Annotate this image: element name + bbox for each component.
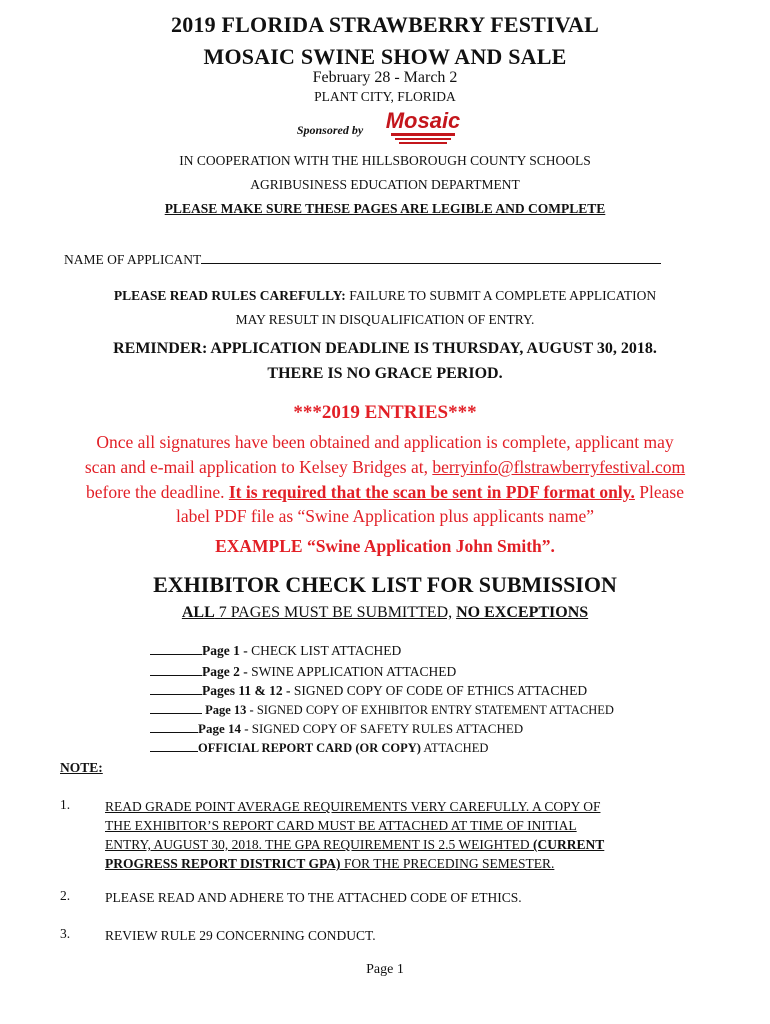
- checkbox-blank[interactable]: [150, 720, 198, 733]
- title-line-2: MOSAIC SWINE SHOW AND SALE: [203, 44, 567, 69]
- sponsor-row: [0, 108, 770, 148]
- note-3-number: 3.: [60, 926, 71, 941]
- checklist-item: [150, 720, 523, 737]
- checklist-item-text: SIGNED COPY OF SAFETY RULES ATTACHED: [251, 721, 524, 736]
- event-dates: February 28 - March 2: [312, 69, 458, 86]
- checklist-item-text: SIGNED COPY OF EXHIBITOR ENTRY STATEMENT ATTACHED: [256, 703, 614, 717]
- mosaic-logo: [373, 108, 473, 153]
- checkbox-blank[interactable]: [150, 682, 202, 695]
- checklist-item: [150, 642, 401, 659]
- note-1-line-3-bold: (CURRENT: [533, 837, 605, 852]
- applicant-name-field[interactable]: [201, 251, 661, 264]
- entries-example: EXAMPLE “Swine Application John Smith”.: [215, 536, 555, 556]
- entries-line-3-post: Please: [634, 482, 685, 502]
- checkbox-blank[interactable]: [150, 701, 202, 714]
- checklist-item-page: Page 1 -: [202, 643, 252, 658]
- checklist-item: [150, 701, 614, 718]
- page-number: Page 1: [366, 962, 404, 977]
- checklist-item-text: CHECK LIST ATTACHED: [251, 643, 402, 658]
- email-link[interactable]: berryinfo@flstrawberryfestival.com: [432, 457, 686, 477]
- checklist-item-text: ATTACHED: [420, 741, 489, 755]
- reminder-line-1: REMINDER: APPLICATION DEADLINE IS THURSDAY, AUGUST 30, 2018.: [113, 340, 657, 357]
- checklist-subheading: [0, 604, 770, 622]
- checklist-item: [150, 663, 456, 680]
- read-rules-text: FAILURE TO SUBMIT A COMPLETE APPLICATION: [345, 288, 657, 303]
- applicant-row: [64, 251, 661, 268]
- read-rules-bold: PLEASE READ RULES CAREFULLY:: [113, 288, 346, 303]
- pdf-requirement: It is required that the scan be sent in PDF format only.: [228, 482, 635, 502]
- note-1-line-4-bold: PROGRESS REPORT DISTRICT GPA): [105, 856, 341, 871]
- entries-line-3: [0, 482, 770, 503]
- note-1-line-1: READ GRADE POINT AVERAGE REQUIREMENTS VERY CAREFULLY. A COPY OF: [105, 799, 601, 814]
- note-1: [105, 797, 665, 873]
- entries-line-4: label PDF file as “Swine Application plus applicants name”: [176, 506, 594, 526]
- entries-line-1: Once all signatures have been obtained and application is complete, applicant may: [96, 432, 674, 452]
- note-label: NOTE:: [60, 760, 103, 775]
- checklist-all: ALL: [181, 604, 215, 621]
- checklist-heading: EXHIBITOR CHECK LIST FOR SUBMISSION: [153, 572, 617, 597]
- checkbox-blank[interactable]: [150, 739, 198, 752]
- legible-notice: PLEASE MAKE SURE THESE PAGES ARE LEGIBLE AND COMPLETE: [164, 201, 606, 216]
- entries-line-2-text: scan and e-mail application to Kelsey Bridges at,: [84, 457, 433, 477]
- checklist-item-text: SWINE APPLICATION ATTACHED: [251, 664, 457, 679]
- note-1-line-4-text: FOR THE PRECEDING SEMESTER.: [340, 856, 555, 871]
- note-1-line-3: [105, 835, 665, 854]
- checkbox-blank[interactable]: [150, 642, 202, 655]
- checkbox-blank[interactable]: [150, 663, 202, 676]
- note-3-text: REVIEW RULE 29 CONCERNING CONDUCT.: [105, 928, 376, 943]
- note-2-number: 2.: [60, 888, 71, 903]
- note-1-line-4: [105, 854, 665, 873]
- checklist-item-page: Page 14 -: [198, 721, 252, 736]
- note-1-line-2: THE EXHIBITOR’S REPORT CARD MUST BE ATTACHED AT TIME OF INITIAL: [105, 818, 577, 833]
- entries-line-2: [0, 457, 770, 478]
- applicant-label: NAME OF APPLICANT: [64, 252, 202, 267]
- cooperation-line-1: IN COOPERATION WITH THE HILLSBOROUGH COUNTY SCHOOLS: [179, 153, 591, 168]
- entries-line-3-pre: before the deadline.: [85, 482, 229, 502]
- checklist-pages: 7 PAGES MUST BE SUBMITTED,: [214, 604, 453, 621]
- event-location: PLANT CITY, FLORIDA: [314, 89, 456, 104]
- read-rules-line-2: MAY RESULT IN DISQUALIFICATION OF ENTRY.: [235, 312, 535, 327]
- checklist-item-text: SIGNED COPY OF CODE OF ETHICS ATTACHED: [293, 683, 588, 698]
- checklist-item-page: Page 13 -: [202, 703, 257, 717]
- note-1-number: 1.: [60, 797, 71, 812]
- checklist-item-page: Page 2 -: [202, 664, 252, 679]
- checklist-no-exceptions: NO EXCEPTIONS: [456, 604, 589, 621]
- checklist-item-page: OFFICIAL REPORT CARD (OR COPY): [198, 741, 421, 755]
- entries-heading: ***2019 ENTRIES***: [293, 402, 477, 423]
- checklist-item: [150, 739, 488, 756]
- sponsored-by-label: Sponsored by: [296, 123, 364, 137]
- mosaic-logo-text: Mosaic: [385, 108, 461, 133]
- title-line-1: 2019 FLORIDA STRAWBERRY FESTIVAL: [171, 12, 599, 37]
- cooperation-line-2: AGRIBUSINESS EDUCATION DEPARTMENT: [250, 177, 520, 192]
- note-2-text: PLEASE READ AND ADHERE TO THE ATTACHED CODE OF ETHICS.: [105, 890, 522, 905]
- checklist-item: [150, 682, 587, 699]
- note-1-line-3-text: ENTRY, AUGUST 30, 2018. THE GPA REQUIREMENT IS 2.5 WEIGHTED: [105, 837, 534, 852]
- reminder-line-2: THERE IS NO GRACE PERIOD.: [267, 365, 503, 382]
- checklist-item-page: Pages 11 & 12 -: [202, 683, 294, 698]
- read-rules-line-1: [0, 288, 770, 304]
